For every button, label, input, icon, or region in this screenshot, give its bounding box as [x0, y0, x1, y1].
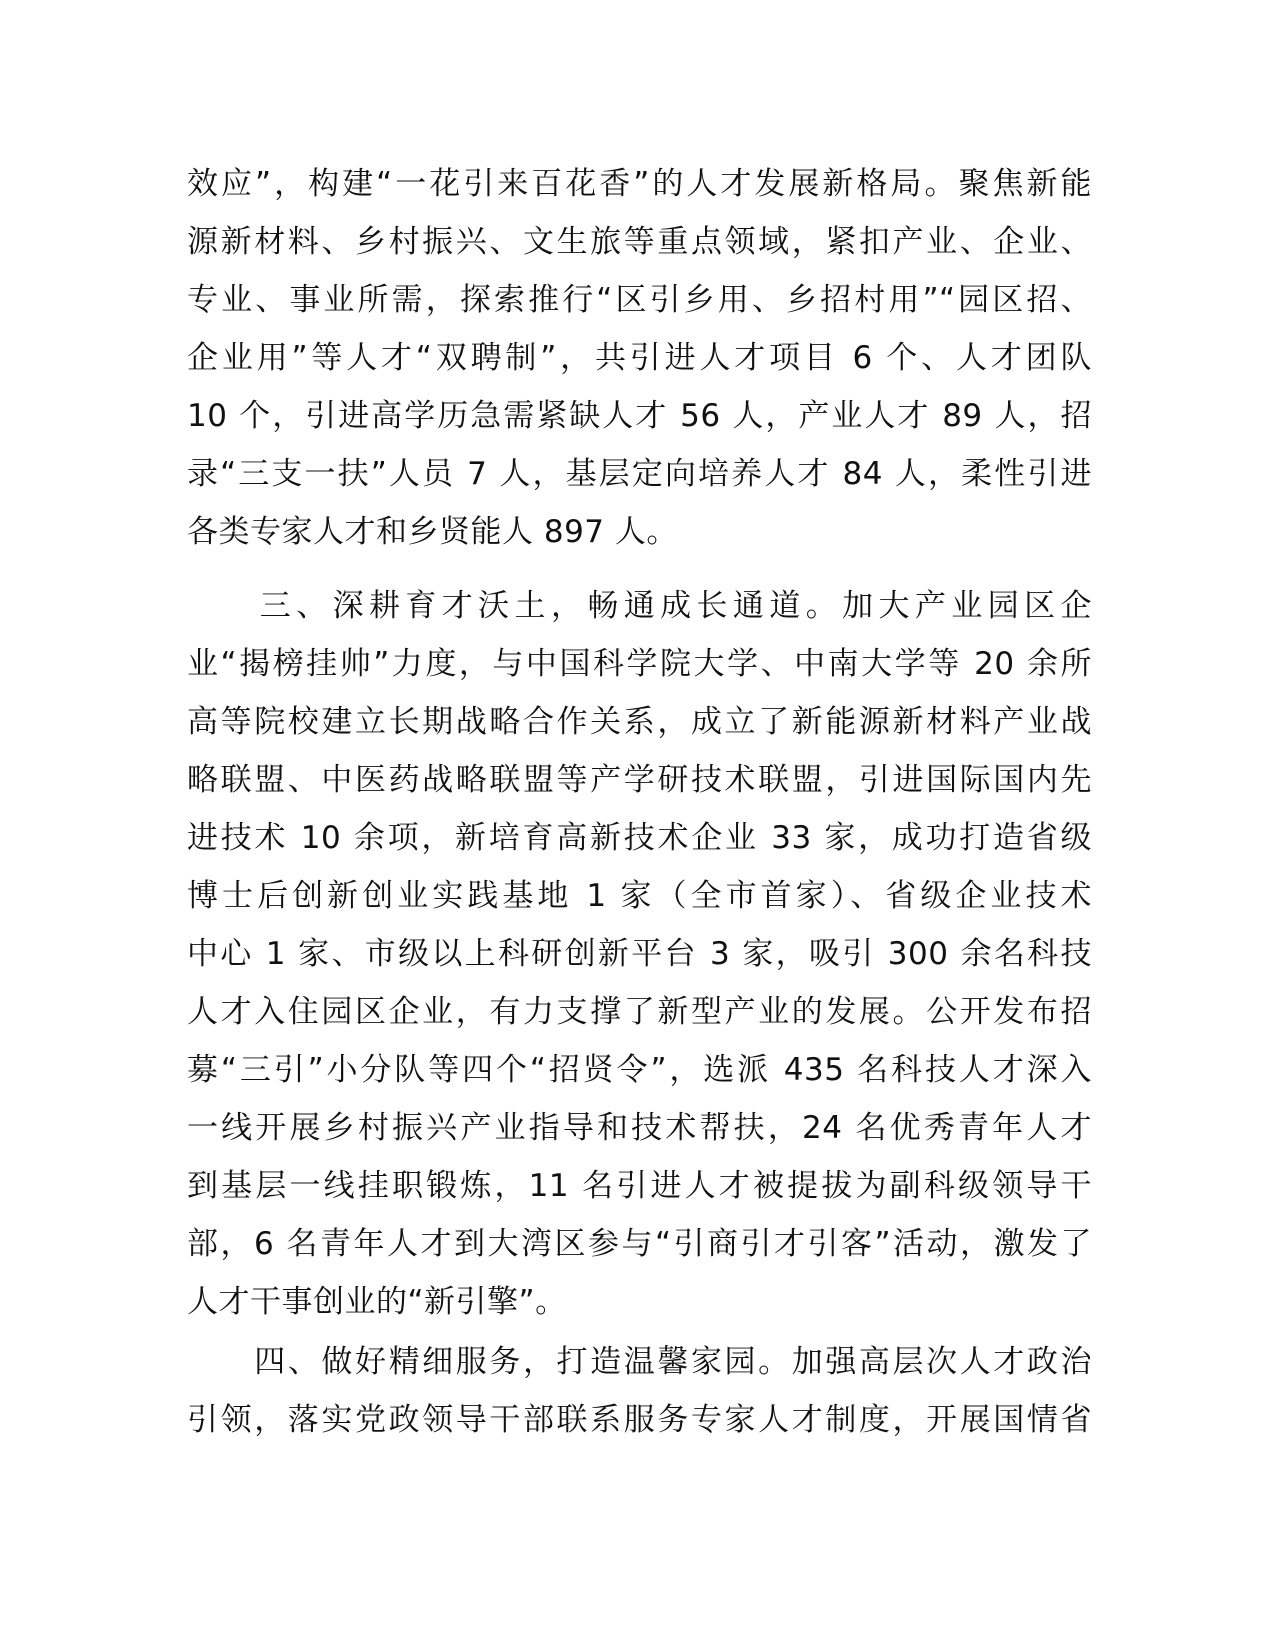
text-line: 略联盟、中医药战略联盟等产学研技术联盟，引进国际国内先 — [187, 762, 1092, 798]
text-line: 到基层一线挂职锻炼，11 名引进人才被提拔为副科级领导干 — [187, 1168, 1092, 1204]
text-line: 部，6 名青年人才到大湾区参与“引商引才引客”活动，激发了 — [187, 1226, 1092, 1262]
text-line: 10 个，引进高学历急需紧缺人才 56 人，产业人才 89 人，招 — [187, 398, 1092, 434]
text-line: 中心 1 家、市级以上科研创新平台 3 家，吸引 300 余名科技 — [187, 936, 1092, 972]
section-heading-line: 四、做好精细服务，打造温馨家园。加强高层次人才政治 — [187, 1344, 1092, 1380]
text-line: 专业、事业所需，探索推行“区引乡用、乡招村用”“园区招、 — [187, 282, 1092, 318]
section-heading-line: 三、深耕育才沃土，畅通成长通道。加大产业园区企 — [187, 588, 1092, 624]
paragraph-section-four — [187, 1333, 1092, 1449]
text-line: 进技术 10 余项，新培育高新技术企业 33 家，成功打造省级 — [187, 820, 1092, 856]
paragraph-section-three — [187, 577, 1092, 1331]
text-line: 录“三支一扶”人员 7 人，基层定向培养人才 84 人，柔性引进 — [187, 456, 1092, 492]
text-line: 人才干事创业的“新引擎”。 — [187, 1284, 567, 1320]
text-line: 源新材料、乡村振兴、文生旅等重点领域，紧扣产业、企业、 — [187, 224, 1092, 260]
paragraph-talent-introduction — [187, 155, 1092, 561]
text-line: 各类专家人才和乡贤能人 897 人。 — [187, 514, 678, 550]
text-line: 高等院校建立长期战略合作关系，成立了新能源新材料产业战 — [187, 704, 1092, 740]
text-line: 博士后创新创业实践基地 1 家（全市首家）、省级企业技术 — [187, 878, 1092, 914]
text-line: 引领，落实党政领导干部联系服务专家人才制度，开展国情省 — [187, 1402, 1092, 1438]
text-line: 企业用”等人才“双聘制”，共引进人才项目 6 个、人才团队 — [187, 340, 1092, 376]
text-line: 募“三引”小分队等四个“招贤令”，选派 435 名科技人才深入 — [187, 1052, 1092, 1088]
text-line: 效应”，构建“一花引来百花香”的人才发展新格局。聚焦新能 — [187, 166, 1092, 202]
text-line: 一线开展乡村振兴产业指导和技术帮扶，24 名优秀青年人才 — [187, 1110, 1092, 1146]
text-line: 人才入住园区企业，有力支撑了新型产业的发展。公开发布招 — [187, 994, 1092, 1030]
text-line: 业“揭榜挂帅”力度，与中国科学院大学、中南大学等 20 余所 — [187, 646, 1092, 682]
